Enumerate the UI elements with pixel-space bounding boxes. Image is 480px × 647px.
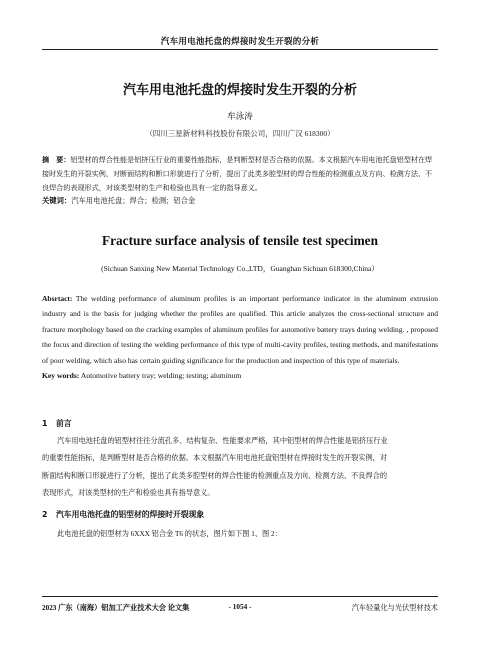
english-affiliation: (Sichuan Sanxing New Material Technology Co.,LTD，Guanghan Sichuan 618300,China） (101, 264, 379, 273)
section-title: 汽车用电池托盘的铝型材的焊接时开裂现象 (56, 510, 205, 519)
chinese-abstract-text: 铝型材的焊合性能是铝挤压行业的重要性能指标，是判断型材是否合格的依据。本文根据汽车用电池托盘铝型材在焊接时发生的开裂实例，对断面结构和断口形貌进行了分析，提出了此类多腔型材的焊合性能的检测重点及方向、检测方法、不良焊合的表现形式，对该类型材的生产和检验也具有一定的指导意义。 (42, 156, 433, 192)
footer-proceedings: 2023 广东（南海）铝加工产业技术大会 论文集 (42, 604, 190, 612)
chinese-keywords-text: 汽车用电池托盘；焊合；检测；铝合金 (71, 196, 196, 205)
english-keywords (42, 370, 438, 382)
page-footer (42, 603, 438, 615)
paragraph-line: 的重要性能指标，是判断型材是否合格的依据。本文根据汽车用电池托盘铝型材在焊接时发生的开裂实例，对 (42, 454, 388, 463)
section-number: 1 (42, 419, 48, 428)
english-keywords-text: Automotive battery tray; welding; testing; aluminum (79, 371, 242, 380)
section-number: 2 (42, 510, 48, 519)
header-rule (42, 49, 438, 50)
section-heading-cracking (42, 509, 438, 520)
paragraph-line: 表现形式，对该类型材的生产和检验也具有指导意义。 (42, 488, 215, 497)
paragraph-line: 汽车用电池托盘的铝型材往往分流孔多、结构复杂、性能要求严格，其中铝型材的焊合性能是铝挤压行业 (57, 437, 388, 445)
author-name: 牟泳涛 (227, 111, 253, 121)
paragraph-line: 断面结构和断口形貌进行了分析，提出了此类多腔型材的焊合性能的检测重点及方向、检测方法、不良焊合的 (42, 471, 388, 480)
section-heading-introduction (42, 418, 438, 429)
chinese-abstract-label: 摘 要： (42, 155, 71, 164)
section-title: 前言 (56, 419, 72, 428)
footer-rule (42, 596, 438, 597)
cracking-paragraph (42, 526, 438, 543)
english-abstract-text: The welding performance of aluminum profiles is an important performance indicator in the aluminum extrusion industry and is the basis for judging whether the profiles are qualified. This article analyzes the cross-sectional structure and fracture morphology based on the cracking examples of aluminum profiles for automotive battery trays during welding. , proposed the focus and direction of testing the welding performance of this type of multi-cavity profiles, testing methods, and manifestations of poor welding, which also has certain guiding significance for the production and inspection of this type of materials. (42, 294, 438, 365)
english-abstract-label: Absrtact: (42, 294, 73, 303)
paragraph-line: 此电池托盘的铝型材为 6XXX 铝合金 T6 的状态，图片如下图 1、图 2： (57, 530, 282, 538)
chinese-keywords (42, 195, 438, 207)
chinese-affiliation: （四川三星新材料科技股份有限公司，四川广汉 618300） (145, 129, 335, 138)
chinese-title: 汽车用电池托盘的焊接时发生开裂的分析 (122, 83, 357, 98)
page-number: - 1054 - (228, 603, 252, 611)
english-abstract (42, 291, 438, 368)
chinese-keywords-label: 关键词： (42, 196, 72, 205)
english-title: Fracture surface analysis of tensile test specimen (102, 233, 378, 248)
introduction-paragraph (42, 433, 438, 502)
chinese-abstract (42, 153, 438, 195)
english-keywords-label: Key words: (42, 371, 80, 380)
running-header: 汽车用电池托盘的焊接时发生开裂的分析 (160, 37, 320, 47)
footer-section-name: 汽车轻量化与光伏型材技术 (351, 604, 438, 612)
